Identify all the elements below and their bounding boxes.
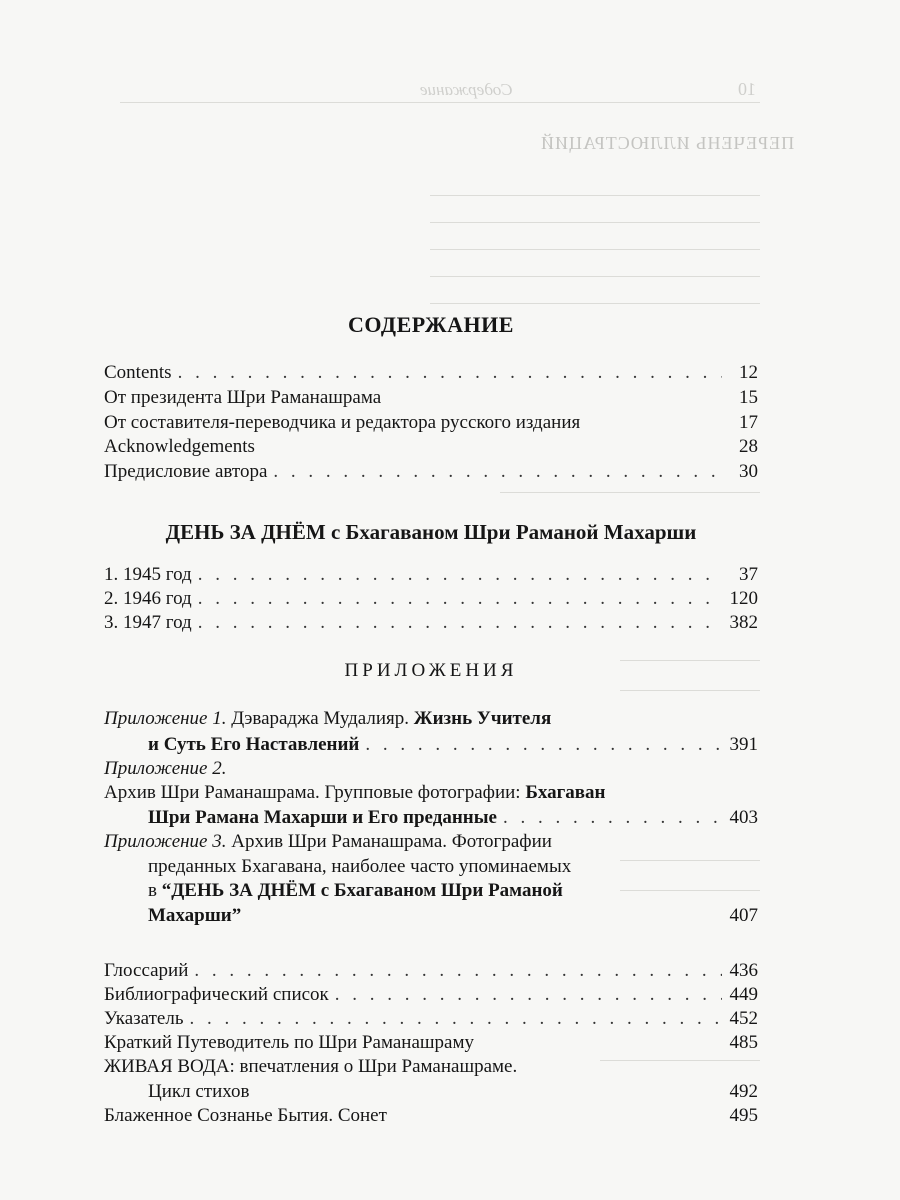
appendix-2-prefix: Приложение 2. [104, 758, 227, 779]
appendix-1-line-1 [104, 708, 551, 730]
toc-entry-page: 407 [729, 905, 758, 926]
toc-entry-label: Contents [104, 362, 172, 383]
ghost-rule [620, 890, 760, 891]
toc-entry-label: От составителя-переводчика и редактора русского издания [104, 412, 581, 433]
toc-entry-page: 37 [739, 564, 758, 585]
ghost-heading: ПЕРЕЧЕНЬ ИЛЛЮСТРАЦИЙ [540, 133, 795, 153]
toc-entry [104, 612, 758, 634]
appendix-2-line-1 [104, 782, 605, 804]
ghost-page-number: 10 [738, 79, 756, 99]
toc-entry [148, 905, 758, 927]
toc-entry [104, 588, 758, 610]
toc-entry-page: 403 [729, 807, 758, 828]
appendix-2-title-cont: Шри Рамана Махарши и Его преданные [148, 807, 497, 828]
toc-entry-label: Краткий Путеводитель по Шри Раманашраму [104, 1032, 474, 1053]
toc-entry-label: 1. 1945 год [104, 564, 192, 585]
dot-leader [503, 807, 722, 829]
toc-entry-label: Acknowledgements [104, 436, 255, 457]
toc-entry [104, 564, 758, 586]
ghost-rule [430, 276, 760, 277]
toc-entry-label: 2. 1946 год [104, 588, 192, 609]
ghost-rule [500, 492, 760, 493]
dot-leader [365, 734, 722, 756]
toc-entry [148, 1081, 758, 1103]
ghost-rule [430, 195, 760, 196]
page-title: СОДЕРЖАНИЕ [348, 312, 514, 337]
toc-entry [104, 362, 758, 384]
toc-entry-label: Предисловие автора [104, 461, 268, 482]
appendix-1-title: Жизнь Учителя [413, 708, 552, 729]
appendix-3-line-1 [104, 831, 552, 853]
toc-entry [104, 1032, 758, 1054]
toc-entry-label: Библиографический список [104, 984, 329, 1005]
appendix-3-prefix: Приложение 3. [104, 831, 227, 852]
toc-entry [104, 960, 758, 982]
appendix-2-title: Бхагаван [525, 782, 606, 803]
toc-entry-label: Блаженное Сознанье Бытия. Сонет [104, 1105, 387, 1126]
ghost-rule [430, 249, 760, 250]
appendices-title: ПРИЛОЖЕНИЯ [344, 660, 518, 681]
appendix-1-author: Дэвараджа Мудалияр. [226, 708, 414, 729]
appendix-2-text: Архив Шри Раманашрама. Групповые фотографии: [104, 782, 526, 803]
appendix-3-title-cont: Махарши” [148, 905, 242, 926]
appendix-3-line-3 [148, 880, 563, 902]
dot-leader [273, 461, 722, 483]
toc-entry-page: 28 [739, 436, 758, 457]
toc-entry [104, 1105, 758, 1127]
toc-entry [104, 412, 758, 434]
toc-entry-page: 12 [739, 362, 758, 383]
toc-entry-page: 120 [729, 588, 758, 609]
dot-leader [194, 960, 722, 982]
appendix-3-text-in: в [148, 880, 162, 901]
ghost-rule [620, 690, 760, 691]
ghost-rule [600, 1060, 760, 1061]
toc-entry [148, 734, 758, 756]
toc-entry-page: 449 [729, 984, 758, 1005]
toc-entry-page: 30 [739, 461, 758, 482]
toc-entry [104, 387, 758, 409]
toc-entry [104, 436, 758, 458]
ghost-rule [430, 222, 760, 223]
toc-entry-page: 495 [729, 1105, 758, 1126]
toc-entry-page: 452 [729, 1008, 758, 1029]
living-water-line-1: ЖИВАЯ ВОДА: впечатления о Шри Раманашраме. [104, 1056, 518, 1077]
toc-entry-label: От президента Шри Раманашрама [104, 387, 382, 408]
toc-entry [148, 807, 758, 829]
appendix-1-title-cont: и Суть Его Наставлений [148, 734, 360, 755]
dot-leader [198, 564, 722, 586]
dot-leader [198, 588, 722, 610]
toc-entry-page: 492 [729, 1081, 758, 1102]
appendix-1-prefix: Приложение 1. [104, 708, 227, 729]
toc-entry [104, 1008, 758, 1030]
toc-entry-label: Глоссарий [104, 960, 189, 981]
toc-entry [104, 984, 758, 1006]
appendix-3-title: “ДЕНЬ ЗА ДНЁМ с Бхагаваном Шри Раманой [161, 880, 563, 901]
toc-entry [104, 461, 758, 483]
toc-entry-page: 382 [729, 612, 758, 633]
ghost-rule [120, 102, 760, 103]
ghost-rule [620, 860, 760, 861]
dot-leader [335, 984, 722, 1006]
toc-entry-page: 391 [729, 734, 758, 755]
appendix-3-text: Архив Шри Раманашрама. Фотографии [226, 831, 552, 852]
dot-leader [198, 612, 722, 634]
toc-entry-page: 436 [729, 960, 758, 981]
ghost-rule [430, 303, 760, 304]
dot-leader [190, 1008, 723, 1030]
dot-leader [178, 362, 722, 384]
toc-entry-label: 3. 1947 год [104, 612, 192, 633]
ghost-running-head: Содержание [420, 80, 513, 99]
toc-entry-page: 17 [739, 412, 758, 433]
appendix-3-line-2: преданных Бхагавана, наиболее часто упоминаемых [148, 856, 572, 877]
toc-entry-page: 15 [739, 387, 758, 408]
toc-entry-page: 485 [729, 1032, 758, 1053]
living-water-line-2: Цикл стихов [148, 1081, 250, 1102]
main-section-title: ДЕНЬ ЗА ДНЁМ с Бхагаваном Шри Раманой Махарши [165, 520, 697, 544]
toc-entry-label: Указатель [104, 1008, 184, 1029]
